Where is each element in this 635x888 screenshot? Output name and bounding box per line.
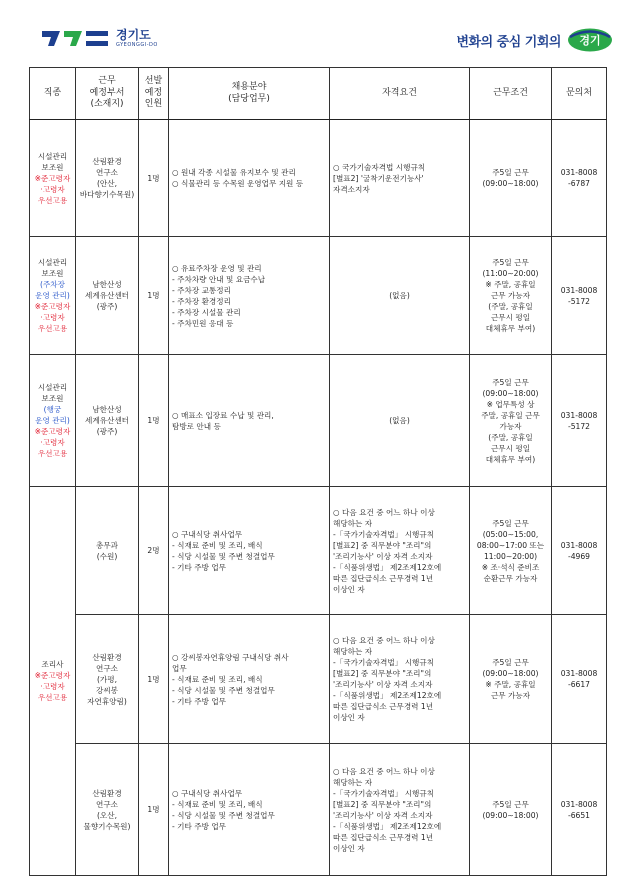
page-header — [0, 0, 635, 60]
table-row — [30, 615, 607, 744]
header-contact: 문의처 — [552, 68, 607, 120]
cell-dept: 산림환경 연구소 (안산, 바다향기수목원) — [76, 120, 139, 237]
table-row — [30, 120, 607, 237]
cell-qualification: ○ 다음 요건 중 어느 하나 이상 해당하는 자 -「국가기술자격법」 시행규칙 [별표2] 중 직무분야 "조리"의 '조리기능사' 이상 자격 소지자 -「식품위생법」 제2조제12호에 따른 집단급식소 근무경력 1년 이상인 자 — [330, 744, 470, 876]
table-row — [30, 487, 607, 615]
cell-job: 시설관리 보조원 ※준고령자 ·고령자 우선고용 — [30, 120, 76, 237]
cell-contact: 031-8008 -5172 — [552, 355, 607, 487]
cell-contact: 031-8008 -4969 — [552, 487, 607, 615]
cell-field: ○ 유료주차장 운영 및 관리 - 주차차량 안내 및 요금수납 - 주차장 교통정리 - 주차장 환경정리 - 주차장 시설물 관리 - 주차민원 응대 등 — [169, 237, 330, 355]
cell-field: ○ 구내식당 취사업무 - 식재료 준비 및 조리, 배식 - 식당 시설물 및 주변 청결업무 - 기타 주방 업무 — [169, 744, 330, 876]
cell-field: ○ 원내 각종 시설물 유지보수 및 관리 ○ 식물관리 등 수목원 운영업무 지원 등 — [169, 120, 330, 237]
cell-conditions: 주5일 근무 (05:00∼15:00, 08:00∼17:00 또는 11:00∼20:00) ※ 조·석식 준비조 순환근무 가능자 — [470, 487, 552, 615]
cell-count: 1명 — [139, 120, 169, 237]
cell-contact: 031-8008 -5172 — [552, 237, 607, 355]
cell-job: 시설관리 보조원 (행궁 운영 관리) ※준고령자 ·고령자 우선고용 — [30, 355, 76, 487]
cell-conditions: 주5일 근무 (09:00∼18:00) — [470, 120, 552, 237]
cell-dept: 산림환경 연구소 (가평, 강씨봉 자연휴양림) — [76, 615, 139, 744]
cell-qualification: (없음) — [330, 355, 470, 487]
header-dept: 근무 예정부서 (소재지) — [76, 68, 139, 120]
cell-contact: 031-8008 -6617 — [552, 615, 607, 744]
cell-dept: 남한산성 세계유산센터 (광주) — [76, 237, 139, 355]
cell-conditions: 주5일 근무 (11:00∼20:00) ※ 주말, 공휴일 근무 가능자 (주말, 공휴일 근무시 평일 대체휴무 부여) — [470, 237, 552, 355]
cell-conditions: 주5일 근무 (09:00∼18:00) ※ 업무특성 상 주말, 공휴일 근무 가능자 (주말, 공휴일 근무시 평일 대체휴무 부여) — [470, 355, 552, 487]
header-job: 직종 — [30, 68, 76, 120]
table-header-row — [30, 68, 607, 120]
cell-qualification: ○ 국가기술자격법 시행규칙 [별표2] '굴착기운전기능사' 자격소지자 — [330, 120, 470, 237]
cell-job: 시설관리 보조원 (주차장 운영 관리) ※준고령자 ·고령자 우선고용 — [30, 237, 76, 355]
header-conditions: 근무조건 — [470, 68, 552, 120]
table-row — [30, 744, 607, 876]
cell-contact: 031-8008 -6787 — [552, 120, 607, 237]
logo-english-name: GYEONGGI-DO — [116, 41, 158, 48]
slogan-badge-text: 경기 — [579, 34, 601, 47]
cell-dept: 남한산성 세계유산센터 (광주) — [76, 355, 139, 487]
header-field: 채용분야 (담당업무) — [169, 68, 330, 120]
cell-conditions: 주5일 근무 (09:00∼18:00) — [470, 744, 552, 876]
cell-field: ○ 매표소 입장료 수납 및 관리, 탐방로 안내 등 — [169, 355, 330, 487]
gyeonggi-logo-mark-icon — [40, 26, 110, 50]
cell-conditions: 주5일 근무 (09:00∼18:00) ※ 주말, 공휴일 근무 가능자 — [470, 615, 552, 744]
slogan-badge — [567, 28, 613, 52]
cell-count: 1명 — [139, 237, 169, 355]
cell-field: ○ 강씨봉자연휴양림 구내식당 취사 업무 - 식재료 준비 및 조리, 배식 - 식당 시설물 및 주변 청결업무 - 기타 주방 업무 — [169, 615, 330, 744]
cell-count: 2명 — [139, 487, 169, 615]
cell-job-cook: 조리사 ※준고령자 ·고령자 우선고용 — [30, 487, 76, 876]
cell-dept: 산림환경 연구소 (오산, 물향기수목원) — [76, 744, 139, 876]
gyeonggi-logo — [40, 26, 158, 50]
cell-count: 1명 — [139, 355, 169, 487]
slogan-text: 변화의 중심 기회의 — [456, 34, 561, 50]
cell-count: 1명 — [139, 744, 169, 876]
table-row — [30, 237, 607, 355]
recruitment-table — [29, 67, 607, 876]
cell-field: ○ 구내식당 취사업무 - 식재료 준비 및 조리, 배식 - 식당 시설물 및 주변 청결업무 - 기타 주방 업무 — [169, 487, 330, 615]
cell-count: 1명 — [139, 615, 169, 744]
cell-dept: 총무과 (수원) — [76, 487, 139, 615]
cell-qualification: (없음) — [330, 237, 470, 355]
logo-korean-name: 경기도 — [116, 27, 151, 42]
header-count: 선발 예정 인원 — [139, 68, 169, 120]
cell-qualification: ○ 다음 요건 중 어느 하나 이상 해당하는 자 -「국가기술자격법」 시행규칙 [별표2] 중 직무분야 "조리"의 '조리기능사' 이상 자격 소지자 -「식품위생법」 제2조제12호에 따른 집단급식소 근무경력 1년 이상인 자 — [330, 615, 470, 744]
cell-contact: 031-8008 -6651 — [552, 744, 607, 876]
cell-qualification: ○ 다음 요건 중 어느 하나 이상 해당하는 자 -「국가기술자격법」 시행규칙 [별표2] 중 직무분야 "조리"의 '조리기능사' 이상 자격 소지자 -「식품위생법」 제2조제12호에 따른 집단급식소 근무경력 1년 이상인 자 — [330, 487, 470, 615]
slogan — [456, 28, 613, 52]
table-row — [30, 355, 607, 487]
header-qualification: 자격요건 — [330, 68, 470, 120]
